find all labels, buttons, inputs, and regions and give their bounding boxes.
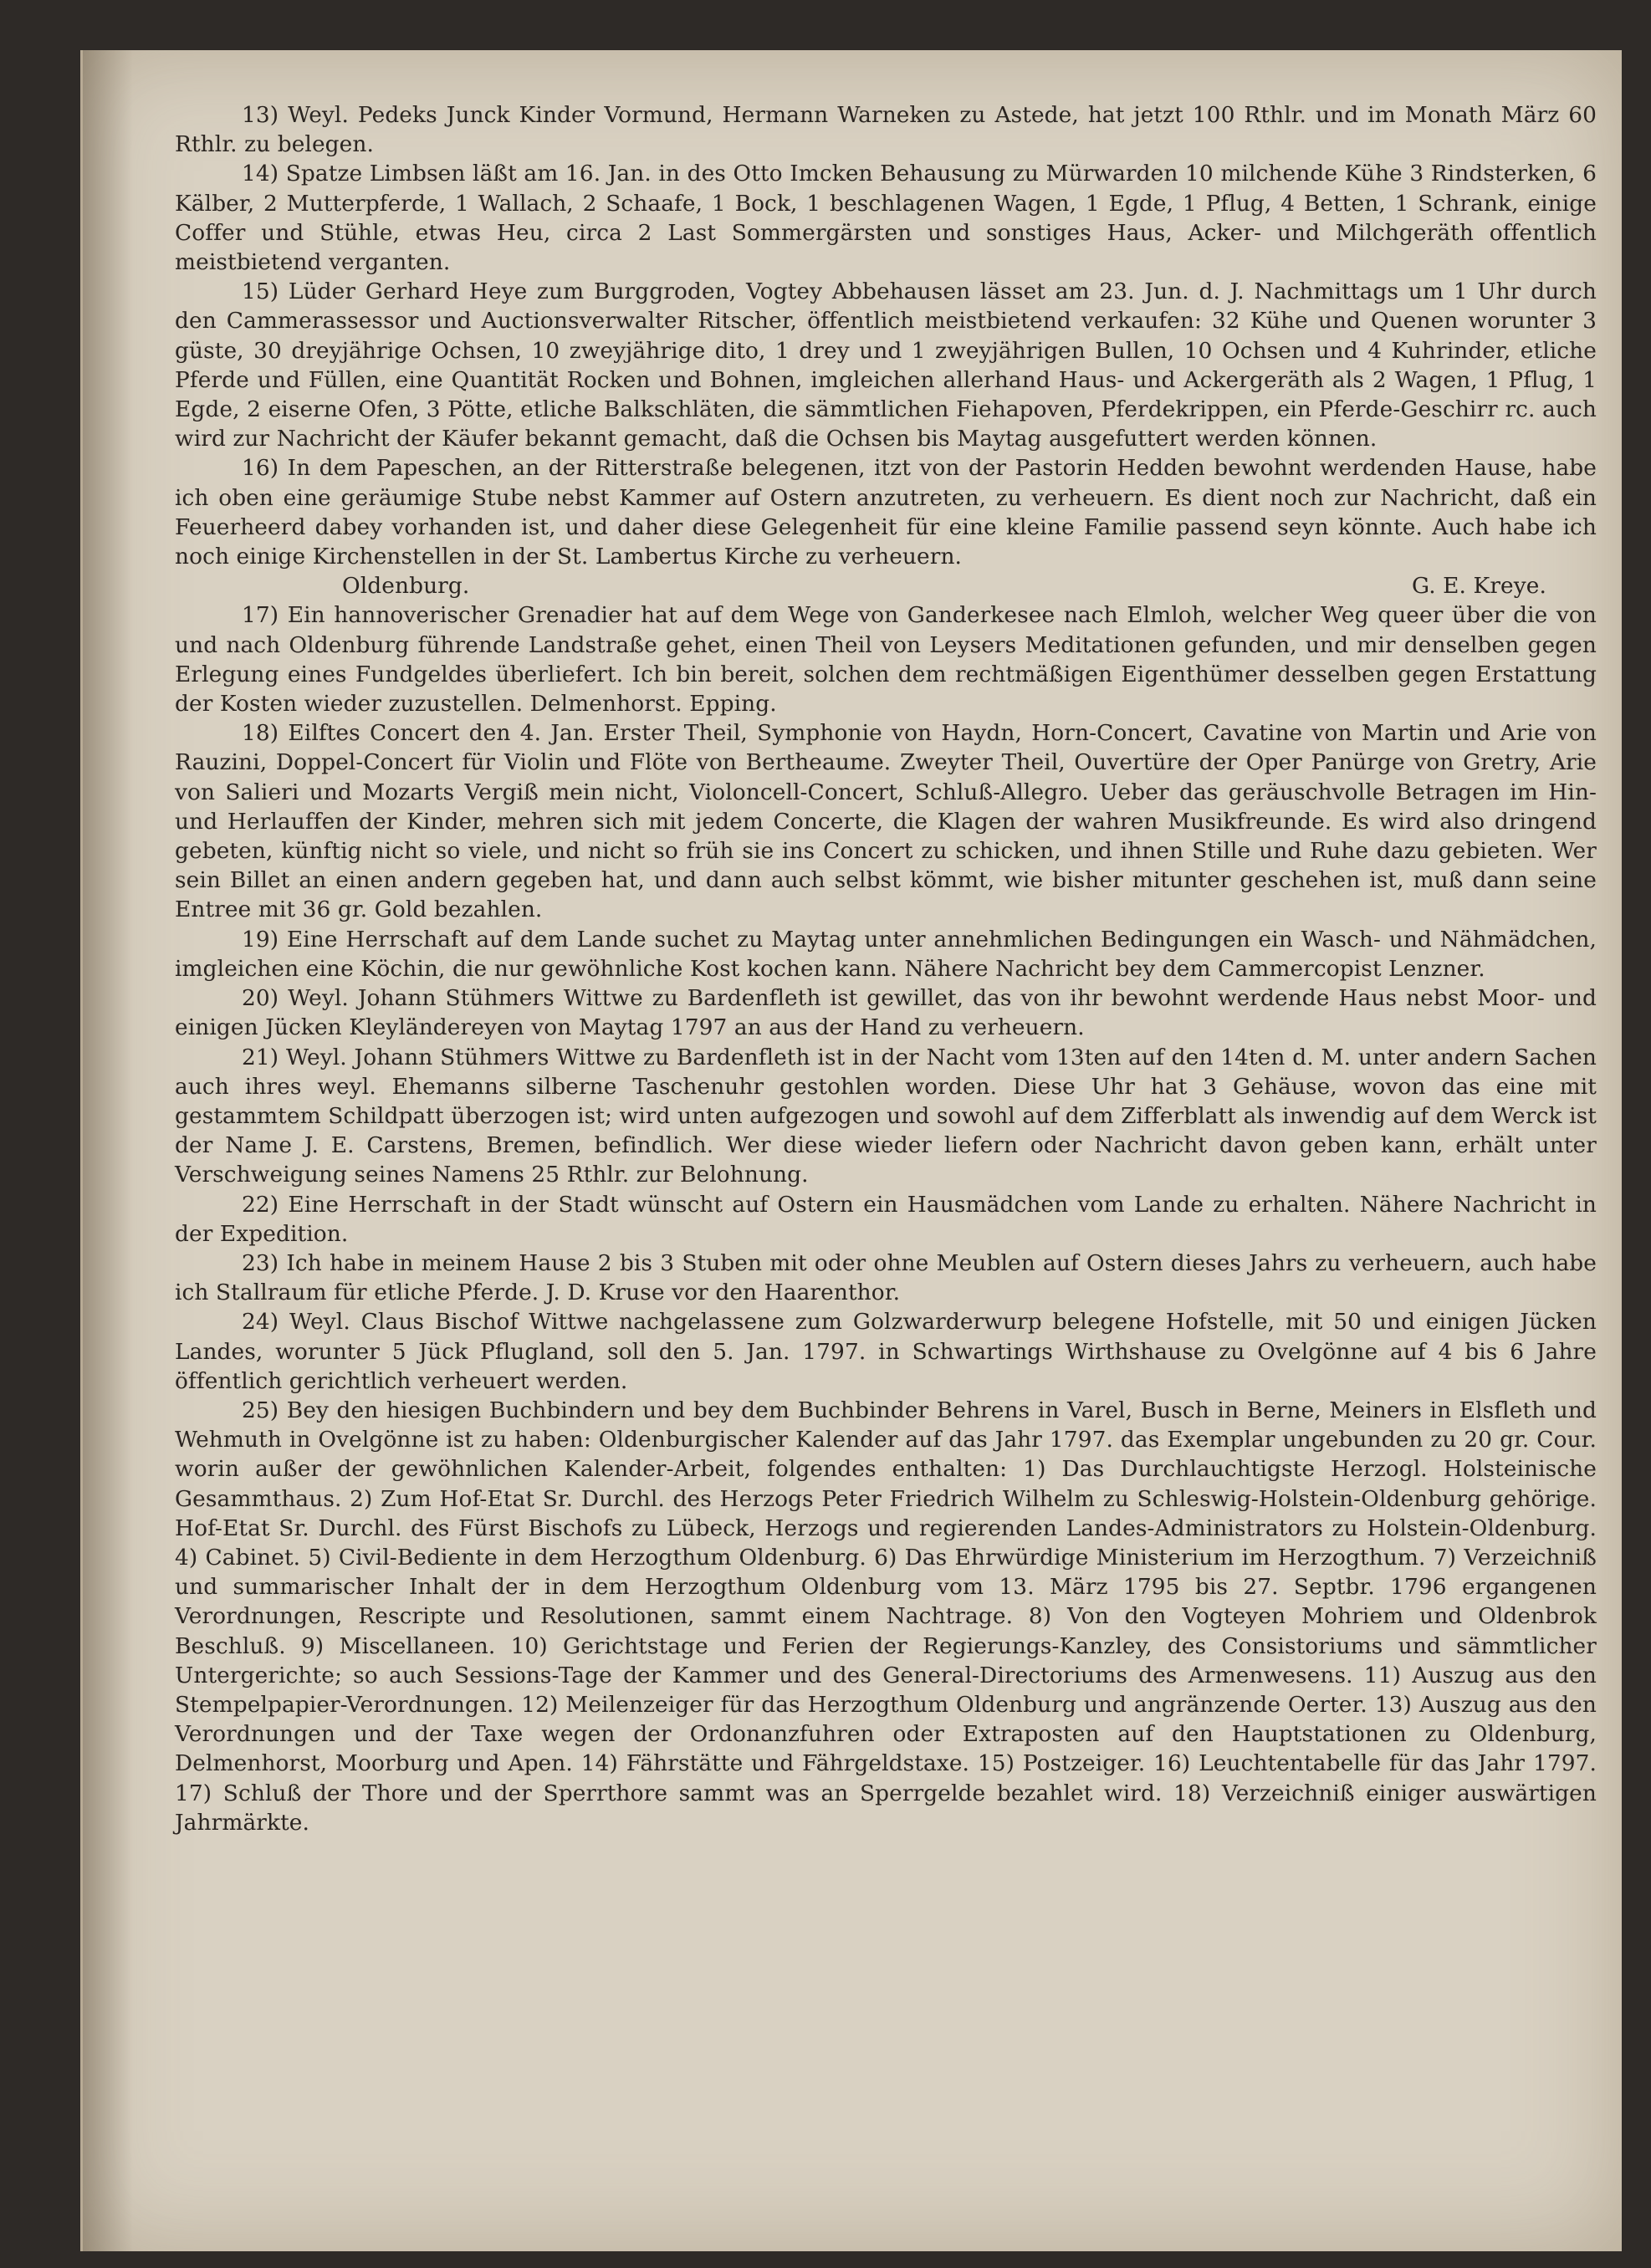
notice-16: 16) In dem Papeschen, an der Ritterstraße belegenen, itzt von der Pastorin Hedden bewohnt werdenden Hause, habe ich oben eine geräumige Stube nebst Kammer auf Ostern anzutreten, zu verheuern. Es dient noch zur Nachricht, daß ein Feuerheerd dabey vorhanden ist, und daher diese Gelegenheit für eine kleine Familie passend seyn könnte. Auch habe ich noch einige Kirchenstellen in der St. Lambertus Kirche zu verheuern. xyxy=(175,455,1597,570)
newspaper-page xyxy=(80,50,1622,2251)
notice-17: 17) Ein hannoverischer Grenadier hat auf dem Wege von Ganderkesee nach Elmloh, welcher Weg queer über die von und nach Oldenburg führende Landstraße gehet, einen Theil von Leysers Meditationen gefunden, und mir denselben gegen Erlegung eines Fundgeldes überliefert. Ich bin bereit, solchen dem rechtmäßigen Eigenthümer desselben gegen Erstattung der Kosten wieder zuzustellen. Delmenhorst. Epping. xyxy=(175,602,1597,718)
notices-column xyxy=(175,100,1597,1837)
notice-23: 23) Ich habe in meinem Hause 2 bis 3 Stuben mit oder ohne Meublen auf Ostern dieses Jahrs zu verheuern, auch habe ich Stallraum für etliche Pferde. J. D. Kruse vor den Haarenthor. xyxy=(175,1249,1597,1306)
notice-18: 18) Eilftes Concert den 4. Jan. Erster Theil, Symphonie von Haydn, Horn-Concert, Cavatine von Martin und Arie von Rauzini, Doppel-Concert für Violin und Flöte von Bertheaume. Zweyter Theil, Ouvertüre der Oper Panürge von Gretry, Arie von Salieri und Mozarts Vergiß mein nicht, Violoncell-Concert, Schluß-Allegro. Ueber das geräuschvolle Betragen im Hin- und Herlauffen der Kinder, mehren sich mit jedem Concerte, die Klagen der wahren Musikfreunde. Es wird also dringend gebeten, künftig nicht so viele, und nicht so früh sie ins Concert zu schicken, und ihnen Stille und Ruhe dazu gebieten. Wer sein Billet an einen andern gegeben hat, und dann auch selbst kömmt, wie bisher mitunter geschehen ist, muß dann seine Entree mit 36 gr. Gold bezahlen. xyxy=(175,720,1597,923)
notice-15: 15) Lüder Gerhard Heye zum Burggroden, Vogtey Abbehausen lässet am 23. Jun. d. J. Nachmittags um 1 Uhr durch den Cammerassessor und Auctionsverwalter Ritscher, öffentlich meistbietend verkaufen: 32 Kühe und Quenen worunter 3 güste, 30 dreyjährige Ochsen, 10 zweyjährige dito, 1 drey und 1 zweyjährigen Bullen, 10 Ochsen und 4 Kuhrinder, etliche Pferde und Füllen, eine Quantität Rocken und Bohnen, imgleichen allerhand Haus- und Ackergeräth als 2 Wagen, 1 Pflug, 1 Egde, 2 eiserne Ofen, 3 Pötte, etliche Balkschläten, die sämmtlichen Fiehapoven, Pferdekrippen, ein Pferde-Geschirr rc. auch wird zur Nachricht der Käufer bekannt gemacht, daß die Ochsen bis Maytag ausgefuttert werden können. xyxy=(175,278,1597,452)
notice-14: 14) Spatze Limbsen läßt am 16. Jan. in des Otto Imcken Behausung zu Mürwarden 10 milchende Kühe 3 Rindsterken, 6 Kälber, 2 Mutterpferde, 1 Wallach, 2 Schaafe, 1 Bock, 1 beschlagenen Wagen, 1 Egde, 1 Pflug, 4 Betten, 1 Schrank, einige Coffer und Stühle, etwas Heu, circa 2 Last Sommergärsten und sonstiges Haus, Acker- und Milchgeräth offentlich meistbietend verganten. xyxy=(175,161,1597,276)
notice-25: 25) Bey den hiesigen Buchbindern und bey dem Buchbinder Behrens in Varel, Busch in Berne, Meiners in Elsfleth und Wehmuth in Ovelgönne ist zu haben: Oldenburgischer Kalender auf das Jahr 1797. das Exemplar ungebunden zu 20 gr. Cour. worin außer der gewöhnlichen Kalender-Arbeit, folgendes enthalten: 1) Das Durchlauchtigste Herzogl. Holsteinische Gesammthaus. 2) Zum Hof-Etat Sr. Durchl. des Herzogs Peter Friedrich Wilhelm zu Schleswig-Holstein-Oldenburg gehörige. Hof-Etat Sr. Durchl. des Fürst Bischofs zu Lübeck, Herzogs und regierenden Landes-Administrators zu Holstein-Oldenburg. 4) Cabinet. 5) Civil-Bediente in dem Herzogthum Oldenburg. 6) Das Ehrwürdige Ministerium im Herzogthum. 7) Verzeichniß und summarischer Inhalt der in dem Herzogthum Oldenburg vom 13. März 1795 bis 27. Septbr. 1796 ergangenen Verordnungen, Rescripte und Resolutionen, sammt einem Nachtrage. 8) Von den Vogteyen Mohriem und Oldenbrok Beschluß. 9) Miscellaneen. 10) Gerichtstage und Ferien der Regierungs-Kanzley, des Consistoriums und sämmtlicher Untergerichte; so auch Sessions-Tage der Kammer und des General-Directoriums des Armenwesens. 11) Auszug aus den Stempelpapier-Verordnungen. 12) Meilenzeiger für das Herzogthum Oldenburg und angränzende Oerter. 13) Auszug aus den Verordnungen und der Taxe wegen der Ordonanzfuhren oder Extraposten auf den Hauptstationen zu Oldenburg, Delmenhorst, Moorburg und Apen. 14) Fährstätte und Fährgeldstaxe. 15) Postzeiger. 16) Leuchtentabelle für das Jahr 1797. 17) Schluß der Thore und der Sperrthore sammt was an Sperrgelde bezahlet wird. 18) Verzeichniß einiger auswärtigen Jahrmärkte. xyxy=(175,1397,1597,1836)
notice-22: 22) Eine Herrschaft in der Stadt wünscht auf Ostern ein Hausmädchen vom Lande zu erhalten. Nähere Nachricht in der Expedition. xyxy=(175,1191,1597,1247)
signature-place: Oldenburg. xyxy=(342,573,470,600)
notice-16-signature xyxy=(175,571,1597,600)
notice-24: 24) Weyl. Claus Bischof Wittwe nachgelassene zum Golzwarderwurp belegene Hofstelle, mit 50 und einigen Jücken Landes, worunter 5 Jück Pflugland, soll den 5. Jan. 1797. in Schwartings Wirthshause zu Ovelgönne auf 4 bis 6 Jahre öffentlich gerichtlich verheuert werden. xyxy=(175,1309,1597,1394)
notice-20: 20) Weyl. Johann Stühmers Wittwe zu Bardenfleth ist gewillet, das von ihr bewohnt werdende Haus nebst Moor- und einigen Jücken Kleyländereyen von Maytag 1797 an aus der Hand zu verheuern. xyxy=(175,985,1597,1041)
page-gutter-shadow xyxy=(83,50,133,2251)
notice-13: 13) Weyl. Pedeks Junck Kinder Vormund, Hermann Warneken zu Astede, hat jetzt 100 Rthlr. und im Monath März 60 Rthlr. zu belegen. xyxy=(175,102,1597,158)
notice-19: 19) Eine Herrschaft auf dem Lande suchet zu Maytag unter annehmlichen Bedingungen ein Wasch- und Nähmädchen, imgleichen eine Köchin, die nur gewöhnliche Kost kochen kann. Nähere Nachricht bey dem Cammercopist Lenzner. xyxy=(175,926,1597,982)
signature-name: G. E. Kreye. xyxy=(1411,573,1546,600)
notice-21: 21) Weyl. Johann Stühmers Wittwe zu Bardenfleth ist in der Nacht vom 13ten auf den 14ten d. M. unter andern Sachen auch ihres weyl. Ehemanns silberne Taschenuhr gestohlen worden. Diese Uhr hat 3 Gehäuse, wovon das eine mit gestammtem Schildpatt überzogen ist; wird unten aufgezogen und sowohl auf dem Zifferblatt als inwendig auf dem Werck ist der Name J. E. Carstens, Bremen, befindlich. Wer diese wieder liefern oder Nachricht davon geben kann, erhält unter Verschweigung seines Namens 25 Rthlr. zur Belohnung. xyxy=(175,1044,1597,1188)
